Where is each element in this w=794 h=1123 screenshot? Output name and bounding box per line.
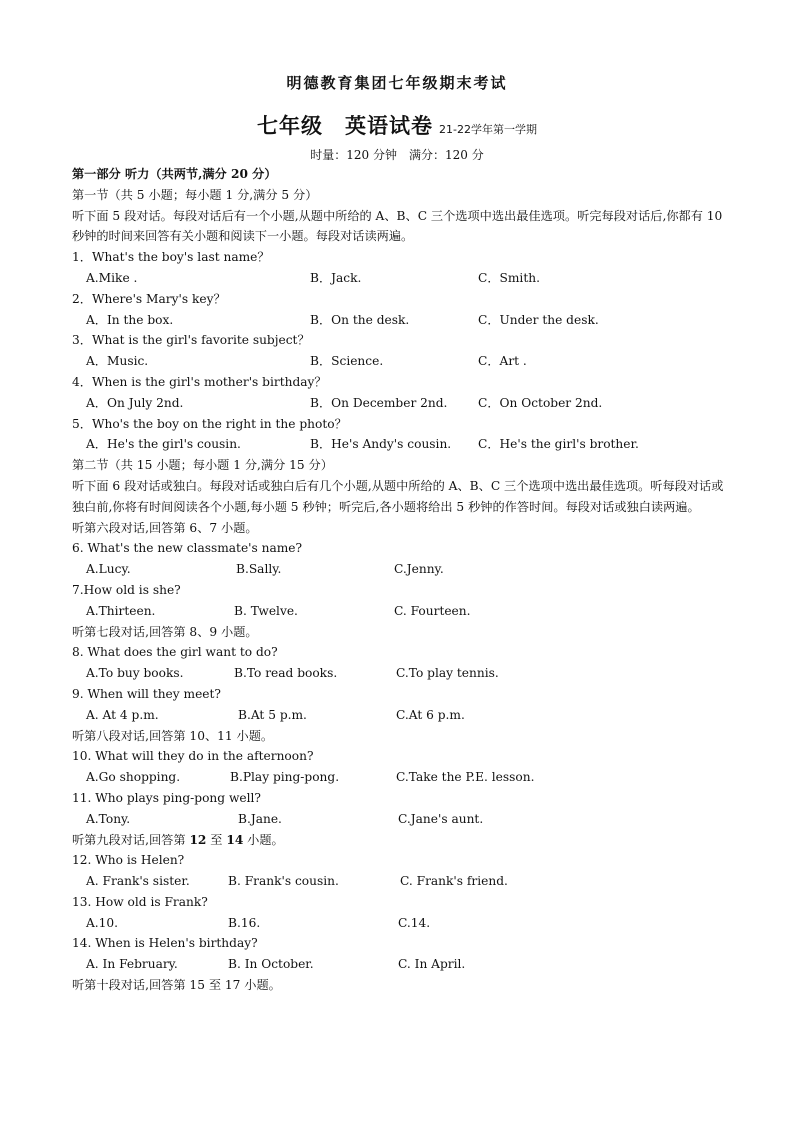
question-10 (72, 746, 732, 788)
full-score: 满分：120 分 (409, 148, 484, 162)
option-a: A. At 4 p.m. (86, 707, 159, 722)
option-b: B．On December 2nd. (310, 395, 448, 410)
option-c: C.14. (398, 915, 431, 930)
option-a: A.To buy books. (86, 666, 184, 681)
dialogue-10-instruction: 听第十段对话,回答第 15 至 17 小题。 (72, 978, 281, 993)
instruction-text: 至 (206, 832, 227, 847)
option-b: B.To read books. (234, 666, 338, 681)
question-12 (72, 850, 732, 892)
question-5 (72, 414, 732, 456)
question-1 (72, 247, 732, 289)
option-b: B.Jane. (238, 811, 282, 826)
question-13 (72, 892, 732, 934)
question-options (72, 767, 732, 788)
option-b: B．On the desk. (310, 312, 410, 327)
option-b: B．Jack. (310, 270, 362, 285)
question-options (72, 913, 732, 934)
option-c: C．Under the desk. (478, 312, 599, 327)
title-subject: 英语试卷 (345, 114, 434, 138)
option-c: C.Jane's aunt. (398, 811, 484, 826)
option-c: C.At 6 p.m. (396, 707, 465, 722)
exam-meta (0, 146, 794, 163)
option-b: B．Science. (310, 354, 384, 369)
question-options (72, 705, 732, 726)
question-text: 11. Who plays ping-pong well? (72, 790, 261, 805)
part1-heading: 第一部分 听力（共两节,满分 20 分） (72, 167, 277, 181)
option-c: C. In April. (398, 957, 466, 972)
question-options (72, 601, 732, 622)
question-text: 12. Who is Helen? (72, 853, 185, 868)
option-a: A．On July 2nd. (86, 395, 184, 410)
question-options (72, 351, 732, 372)
question-text: 10. What will they do in the afternoon? (72, 749, 314, 764)
question-text: 9. When will they meet? (72, 686, 221, 701)
question-text: 3．What is the girl's favorite subject？ (72, 333, 310, 348)
exam-content (72, 164, 732, 996)
option-b: B．He's Andy's cousin. (310, 437, 452, 452)
instruction-text: 听第九段对话,回答第 (72, 832, 190, 847)
option-a: A.Tony. (86, 811, 131, 826)
question-text: 14. When is Helen's birthday? (72, 936, 258, 951)
question-2 (72, 289, 732, 331)
question-options (72, 310, 732, 331)
section2-heading: 第二节（共 15 小题；每小题 1 分,满分 15 分） (72, 458, 333, 473)
option-b: B.Sally. (236, 562, 282, 577)
question-7 (72, 580, 732, 622)
option-a: A.10. (86, 915, 119, 930)
dialogue-9-instruction (72, 830, 732, 851)
option-b: B. Frank's cousin. (228, 874, 339, 889)
term-label: 21-22学年第一学期 (439, 123, 537, 136)
section1-instructions: 听下面 5 段对话。每段对话后有一个小题,从题中所给的 A、B、C 三个选项中选出最佳选项。听完每段对话后,你都有 10 秒钟的时间来回答有关小题和阅读下一小题。每段对话读两遍。 (72, 208, 723, 244)
question-3 (72, 330, 732, 372)
section1-questions (72, 247, 732, 455)
title-grade: 七年级 (257, 114, 324, 138)
question-options (72, 663, 732, 684)
question-options (72, 871, 732, 892)
option-a: A．In the box. (86, 312, 174, 327)
option-c: C. Fourteen. (394, 603, 471, 618)
dialogue-6-instruction: 听第六段对话,回答第 6、7 小题。 (72, 520, 258, 535)
dialogue-8-instruction: 听第八段对话,回答第 10、11 小题。 (72, 728, 274, 743)
option-c: C．He's the girl's brother. (478, 437, 639, 452)
option-c: C．Smith. (478, 270, 540, 285)
question-4 (72, 372, 732, 414)
option-c: C.To play tennis. (396, 666, 499, 681)
question-text: 5．Who's the boy on the right in the photo？ (72, 416, 347, 431)
time-limit: 时量：120 分钟 (310, 148, 397, 162)
dialogue-7-instruction: 听第七段对话,回答第 8、9 小题。 (72, 624, 258, 639)
option-c: C．On October 2nd. (478, 395, 603, 410)
option-a: A．He's the girl's cousin. (86, 437, 241, 452)
option-a: A.Mike . (86, 270, 138, 285)
section1-heading: 第一节（共 5 小题；每小题 1 分,满分 5 分） (72, 187, 318, 202)
question-text: 1．What's the boy's last name？ (72, 250, 270, 265)
option-b: B. Twelve. (234, 603, 298, 618)
question-text: 8. What does the girl want to do? (72, 645, 278, 660)
question-6 (72, 538, 732, 580)
option-c: C.Take the P.E. lesson. (396, 770, 535, 785)
option-b: B.At 5 p.m. (238, 707, 307, 722)
question-text: 6. What's the new classmate's name? (72, 541, 303, 556)
question-options (72, 393, 732, 414)
paper-title (0, 110, 794, 140)
question-options (72, 559, 732, 580)
instruction-text: 小题。 (243, 832, 284, 847)
option-c: C.Jenny. (394, 562, 444, 577)
option-a: A．Music. (86, 354, 149, 369)
option-a: A.Lucy. (86, 562, 131, 577)
question-text: 4．When is the girl's mother's birthday？ (72, 374, 327, 389)
option-b: B.16. (228, 915, 261, 930)
option-a: A.Thirteen. (86, 603, 156, 618)
option-a: A. In February. (86, 957, 178, 972)
question-range-start: 12 (189, 832, 207, 847)
option-b: B. In October. (228, 957, 314, 972)
option-c: C．Art . (478, 354, 527, 369)
question-text: 2．Where's Mary's key？ (72, 291, 226, 306)
option-b: B.Play ping-pong. (230, 770, 340, 785)
school-exam-title: 明德教育集团七年级期末考试 (286, 74, 508, 92)
question-text: 7.How old is she? (72, 582, 181, 597)
question-range-end: 14 (226, 832, 244, 847)
question-9 (72, 684, 732, 726)
question-options (72, 434, 732, 455)
question-options (72, 954, 732, 975)
option-a: A.Go shopping. (86, 770, 181, 785)
question-options (72, 268, 732, 289)
question-8 (72, 642, 732, 684)
section2-instructions: 听下面 6 段对话或独白。每段对话或独白后有几个小题,从题中所给的 A、B、C 三个选项中选出最佳选项。听每段对话或独白前,你将有时间阅读各个小题,每小题 5 秒钟；听完后,各小题将给出 5 秒钟的作答时间。每段对话或独白读两遍。 (72, 478, 724, 514)
option-a: A. Frank's sister. (86, 874, 190, 889)
option-c: C. Frank's friend. (400, 874, 508, 889)
question-11 (72, 788, 732, 830)
question-text: 13. How old is Frank? (72, 894, 208, 909)
question-14 (72, 933, 732, 975)
question-options (72, 809, 732, 830)
